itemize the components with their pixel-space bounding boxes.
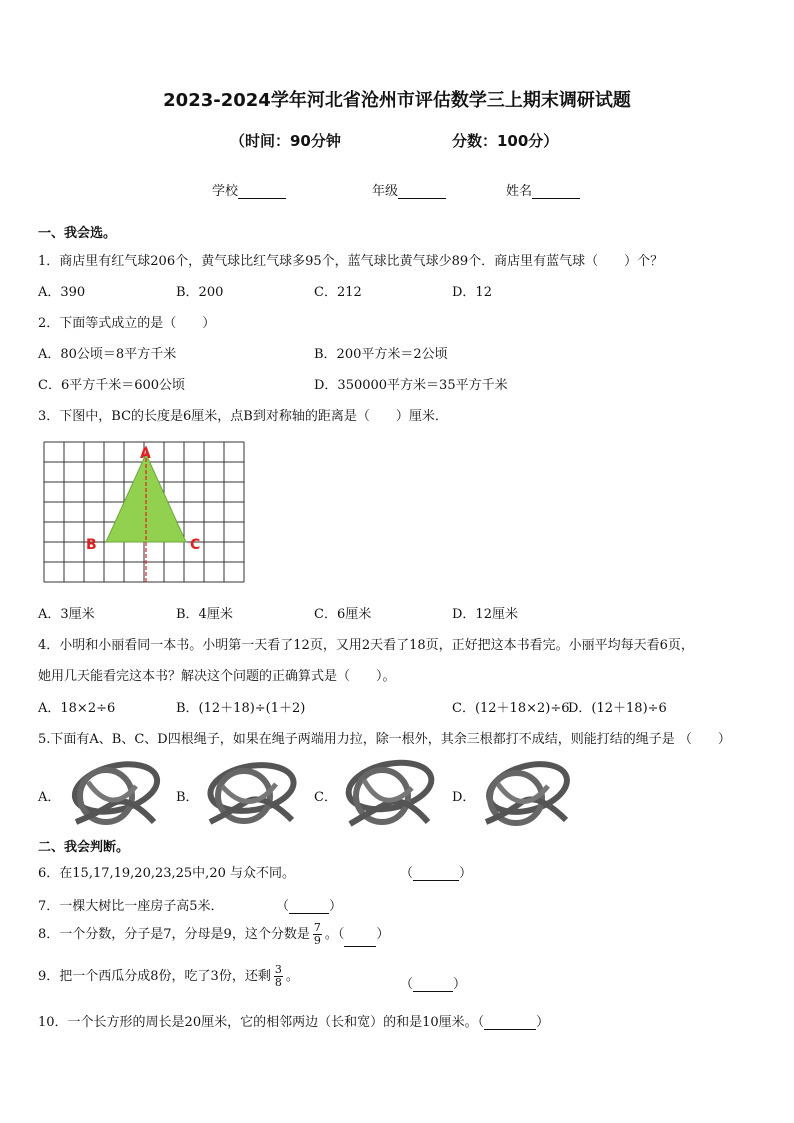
page-title: 2023-2024学年河北省沧州市评估数学三上期末调研试题 — [163, 90, 631, 111]
q5-option-c[interactable]: C． — [314, 790, 337, 805]
q9-suffix: 。 — [285, 969, 299, 984]
school-label: 学校 — [212, 184, 239, 199]
q3-option-c[interactable]: C．6厘米 — [314, 607, 372, 622]
question-10 — [38, 1011, 549, 1030]
q4-option-a[interactable]: A．18×2÷6 — [38, 701, 116, 716]
section-1-heading: 一、我会选。 — [38, 226, 117, 241]
q9-numerator: 3 — [274, 963, 282, 976]
q1-option-a[interactable]: A．390 — [38, 285, 86, 300]
question-2: 2．下面等式成立的是（ ） — [38, 316, 216, 331]
q8-paren-close: ） — [376, 927, 390, 942]
q10-blank-line[interactable] — [484, 1015, 536, 1030]
q7-blank-line[interactable] — [289, 899, 329, 914]
section-2-heading: 二、我会判断。 — [38, 840, 130, 855]
q3-option-b[interactable]: B．4厘米 — [176, 607, 233, 622]
question-1: 1．商店里有红气球206个，黄气球比红气球多95个，蓝气球比黄气球少89个．商店里有蓝气球（ ）个？ — [38, 254, 664, 269]
question-6: 6．在15,17,19,20,23,25中,20 与众不同。 — [38, 866, 295, 881]
q6-answer-blank[interactable] — [400, 862, 472, 881]
q9-denominator: 8 — [274, 976, 282, 989]
exam-score: 分数：100分） — [452, 132, 559, 150]
q8-numerator: 7 — [313, 921, 321, 934]
q5-option-a[interactable]: A． — [38, 790, 61, 805]
name-field[interactable] — [506, 180, 580, 199]
question-3: 3．下图中，BC的长度是6厘米，点B到对称轴的距离是（ ）厘米． — [38, 409, 448, 424]
question-8 — [38, 922, 389, 947]
q5-rope-d-image — [476, 756, 572, 832]
q2-option-b[interactable]: B．200平方米＝2公顷 — [314, 347, 448, 362]
q6-paren-close: ） — [459, 866, 473, 881]
q1-option-c[interactable]: C．212 — [314, 285, 362, 300]
name-label: 姓名 — [506, 184, 533, 199]
q6-paren-open: （ — [400, 866, 414, 881]
q8-fraction — [313, 922, 322, 947]
q5-rope-b-image — [202, 756, 298, 832]
q8-denominator: 9 — [313, 934, 321, 947]
question-4-line2: 她用几天能看完这本书？解决这个问题的正确算式是（ ）。 — [38, 669, 396, 684]
q3-label-a: A — [140, 446, 151, 462]
q4-option-c[interactable]: C．(12＋18×2)÷6 — [452, 701, 570, 716]
q5-rope-c-image — [340, 756, 436, 832]
q3-option-a[interactable]: A．3厘米 — [38, 607, 95, 622]
q8-text: 8．一个分数，分子是7，分母是9，这个分数是 — [38, 927, 310, 942]
school-field[interactable] — [212, 180, 286, 199]
q7-paren-close: ） — [329, 899, 343, 914]
grade-label: 年级 — [372, 184, 399, 199]
q9-answer-blank[interactable] — [400, 973, 466, 992]
q9-paren-close: ） — [453, 977, 467, 992]
q9-fraction — [274, 964, 283, 989]
q4-option-b[interactable]: B．(12＋18)÷(1＋2) — [176, 701, 306, 716]
q8-suffix: 。（ — [324, 927, 345, 942]
q7-answer-blank[interactable] — [276, 895, 342, 914]
exam-time: （时间：90分钟 — [230, 132, 341, 150]
q7-paren-open: （ — [276, 899, 290, 914]
q3-label-c: C — [190, 537, 201, 553]
name-blank[interactable] — [532, 184, 580, 199]
q8-blank-line[interactable] — [344, 932, 376, 947]
question-4-line1: 4．小明和小丽看同一本书。小明第一天看了12页，又用2天看了18页，正好把这本书看完。小丽平均每天看6页， — [38, 638, 694, 653]
q3-label-b: B — [86, 537, 97, 553]
q1-option-d[interactable]: D．12 — [452, 285, 492, 300]
q9-paren-open: （ — [400, 977, 414, 992]
question-5: 5.下面有A、B、C、D四根绳子，如果在绳子两端用力拉，除一根外，其余三根都打不成结，则能打结的绳子是 （ ） — [38, 732, 731, 747]
question-7: 7．一棵大树比一座房子高5米． — [38, 899, 224, 914]
q3-grid-figure — [42, 438, 250, 586]
question-9 — [38, 964, 299, 989]
q5-option-b[interactable]: B． — [176, 790, 199, 805]
q9-text: 9．把一个西瓜分成8份，吃了3份，还剩 — [38, 969, 271, 984]
q3-option-d[interactable]: D．12厘米 — [452, 607, 518, 622]
q10-paren-close: ） — [536, 1015, 550, 1030]
q2-option-d[interactable]: D．350000平方米＝35平方千米 — [314, 378, 508, 393]
q5-option-d[interactable]: D． — [452, 790, 476, 805]
q2-option-c[interactable]: C．6平方千米＝600公顷 — [38, 378, 186, 393]
q9-blank-line[interactable] — [413, 977, 453, 992]
grade-field[interactable] — [372, 180, 446, 199]
q5-rope-a-image — [66, 756, 162, 832]
q2-option-a[interactable]: A．80公顷＝8平方千米 — [38, 347, 177, 362]
q10-text: 10．一个长方形的周长是20厘米，它的相邻两边（长和宽）的和是10厘米。（ — [38, 1015, 485, 1030]
school-blank[interactable] — [238, 184, 286, 199]
q4-option-d[interactable]: D．(12＋18)÷6 — [568, 701, 667, 716]
q1-option-b[interactable]: B．200 — [176, 285, 224, 300]
grade-blank[interactable] — [398, 184, 446, 199]
q6-blank-line[interactable] — [413, 866, 459, 881]
